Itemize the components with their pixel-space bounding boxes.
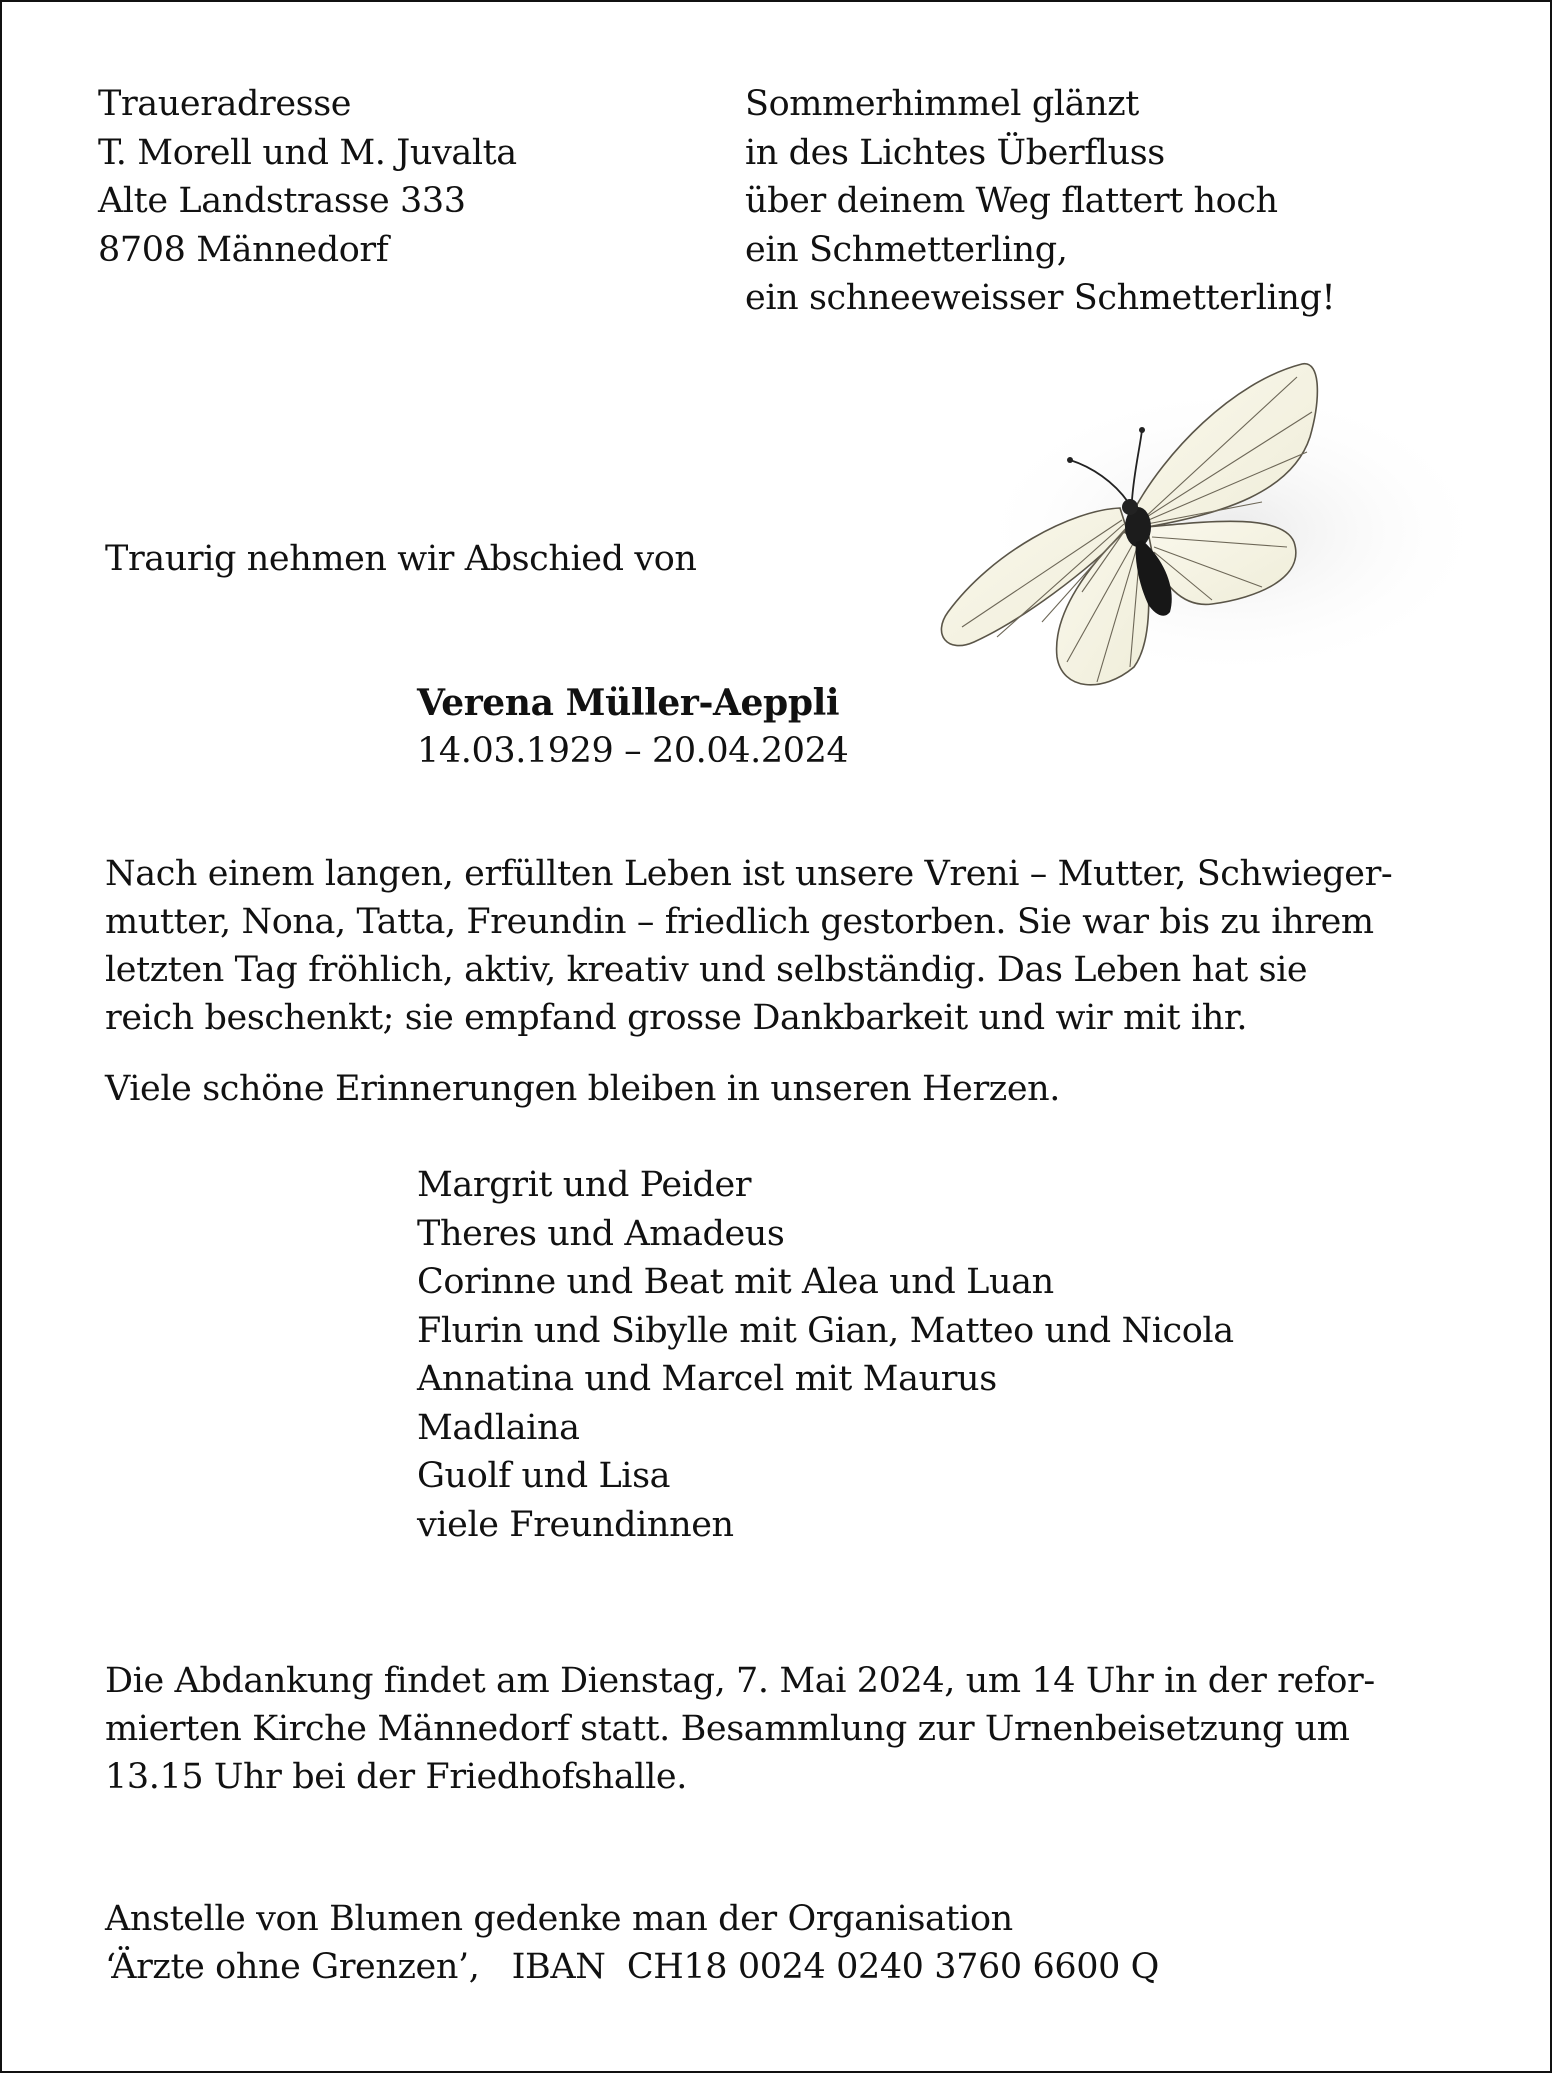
list-item: Annatina und Marcel mit Maurus xyxy=(417,1359,997,1399)
deceased-name: Verena Müller-Aeppli xyxy=(417,682,840,724)
poem-line: Sommerhimmel glänzt xyxy=(745,84,1139,124)
address-city: 8708 Männedorf xyxy=(98,229,389,270)
list-item: Theres und Amadeus xyxy=(417,1213,785,1254)
poem-line: über deinem Weg flattert hoch xyxy=(745,181,1278,221)
tribute-line: mutter, Nona, Tatta, Freundin – friedlich gestorben. Sie war bis zu ihrem xyxy=(105,902,1374,942)
list-item: Guolf und Lisa xyxy=(417,1456,671,1496)
poem-line: in des Lichtes Überfluss xyxy=(745,132,1165,173)
tribute-line: reich beschenkt; sie empfand grosse Dankbarkeit und wir mit ihr. xyxy=(105,998,1248,1038)
service-paragraph xyxy=(105,1657,1375,1801)
list-item: viele Freundinnen xyxy=(417,1504,734,1545)
list-item: Flurin und Sibylle mit Gian, Matteo und Nicola xyxy=(417,1310,1234,1351)
donation-iban-line: ‘Ärzte ohne Grenzen’, IBAN CH18 0024 0240 3760 6600 Q xyxy=(105,1947,1159,1987)
poem-line: ein schneeweisser Schmetterling! xyxy=(745,278,1336,318)
address-heading: Traueradresse xyxy=(98,84,352,124)
list-item: Madlaina xyxy=(417,1407,580,1448)
address-names: T. Morell und M. Juvalta xyxy=(98,132,517,173)
memories-text: Viele schöne Erinnerungen bleiben in unseren Herzen. xyxy=(105,1069,1061,1109)
deceased-dates: 14.03.1929 – 20.04.2024 xyxy=(417,731,849,771)
butterfly-icon xyxy=(902,342,1462,722)
tribute-line: Nach einem langen, erfüllten Leben ist unsere Vreni – Mutter, Schwieger- xyxy=(105,854,1393,894)
list-item: Corinne und Beat mit Alea und Luan xyxy=(417,1262,1054,1302)
poem-block xyxy=(745,80,1335,323)
tribute-line: letzten Tag fröhlich, aktiv, kreativ und selbständig. Das Leben hat sie xyxy=(105,950,1308,990)
tribute-paragraph xyxy=(105,850,1392,1042)
intro-text: Traurig nehmen wir Abschied von xyxy=(105,539,697,579)
address-street: Alte Landstrasse 333 xyxy=(98,181,466,221)
address-block xyxy=(98,80,517,274)
service-line: Die Abdankung findet am Dienstag, 7. Mai 2024, um 14 Uhr in der refor- xyxy=(105,1661,1375,1701)
list-item: Margrit und Peider xyxy=(417,1165,752,1205)
service-line: 13.15 Uhr bei der Friedhofshalle. xyxy=(105,1757,687,1797)
donation-paragraph xyxy=(105,1895,1159,1991)
service-line: mierten Kirche Männedorf statt. Besammlung zur Urnenbeisetzung um xyxy=(105,1709,1350,1749)
donation-line: Anstelle von Blumen gedenke man der Organisation xyxy=(105,1899,1013,1939)
deceased-block xyxy=(417,679,848,776)
mourners-list xyxy=(417,1161,1234,1549)
poem-line: ein Schmetterling, xyxy=(745,229,1068,270)
